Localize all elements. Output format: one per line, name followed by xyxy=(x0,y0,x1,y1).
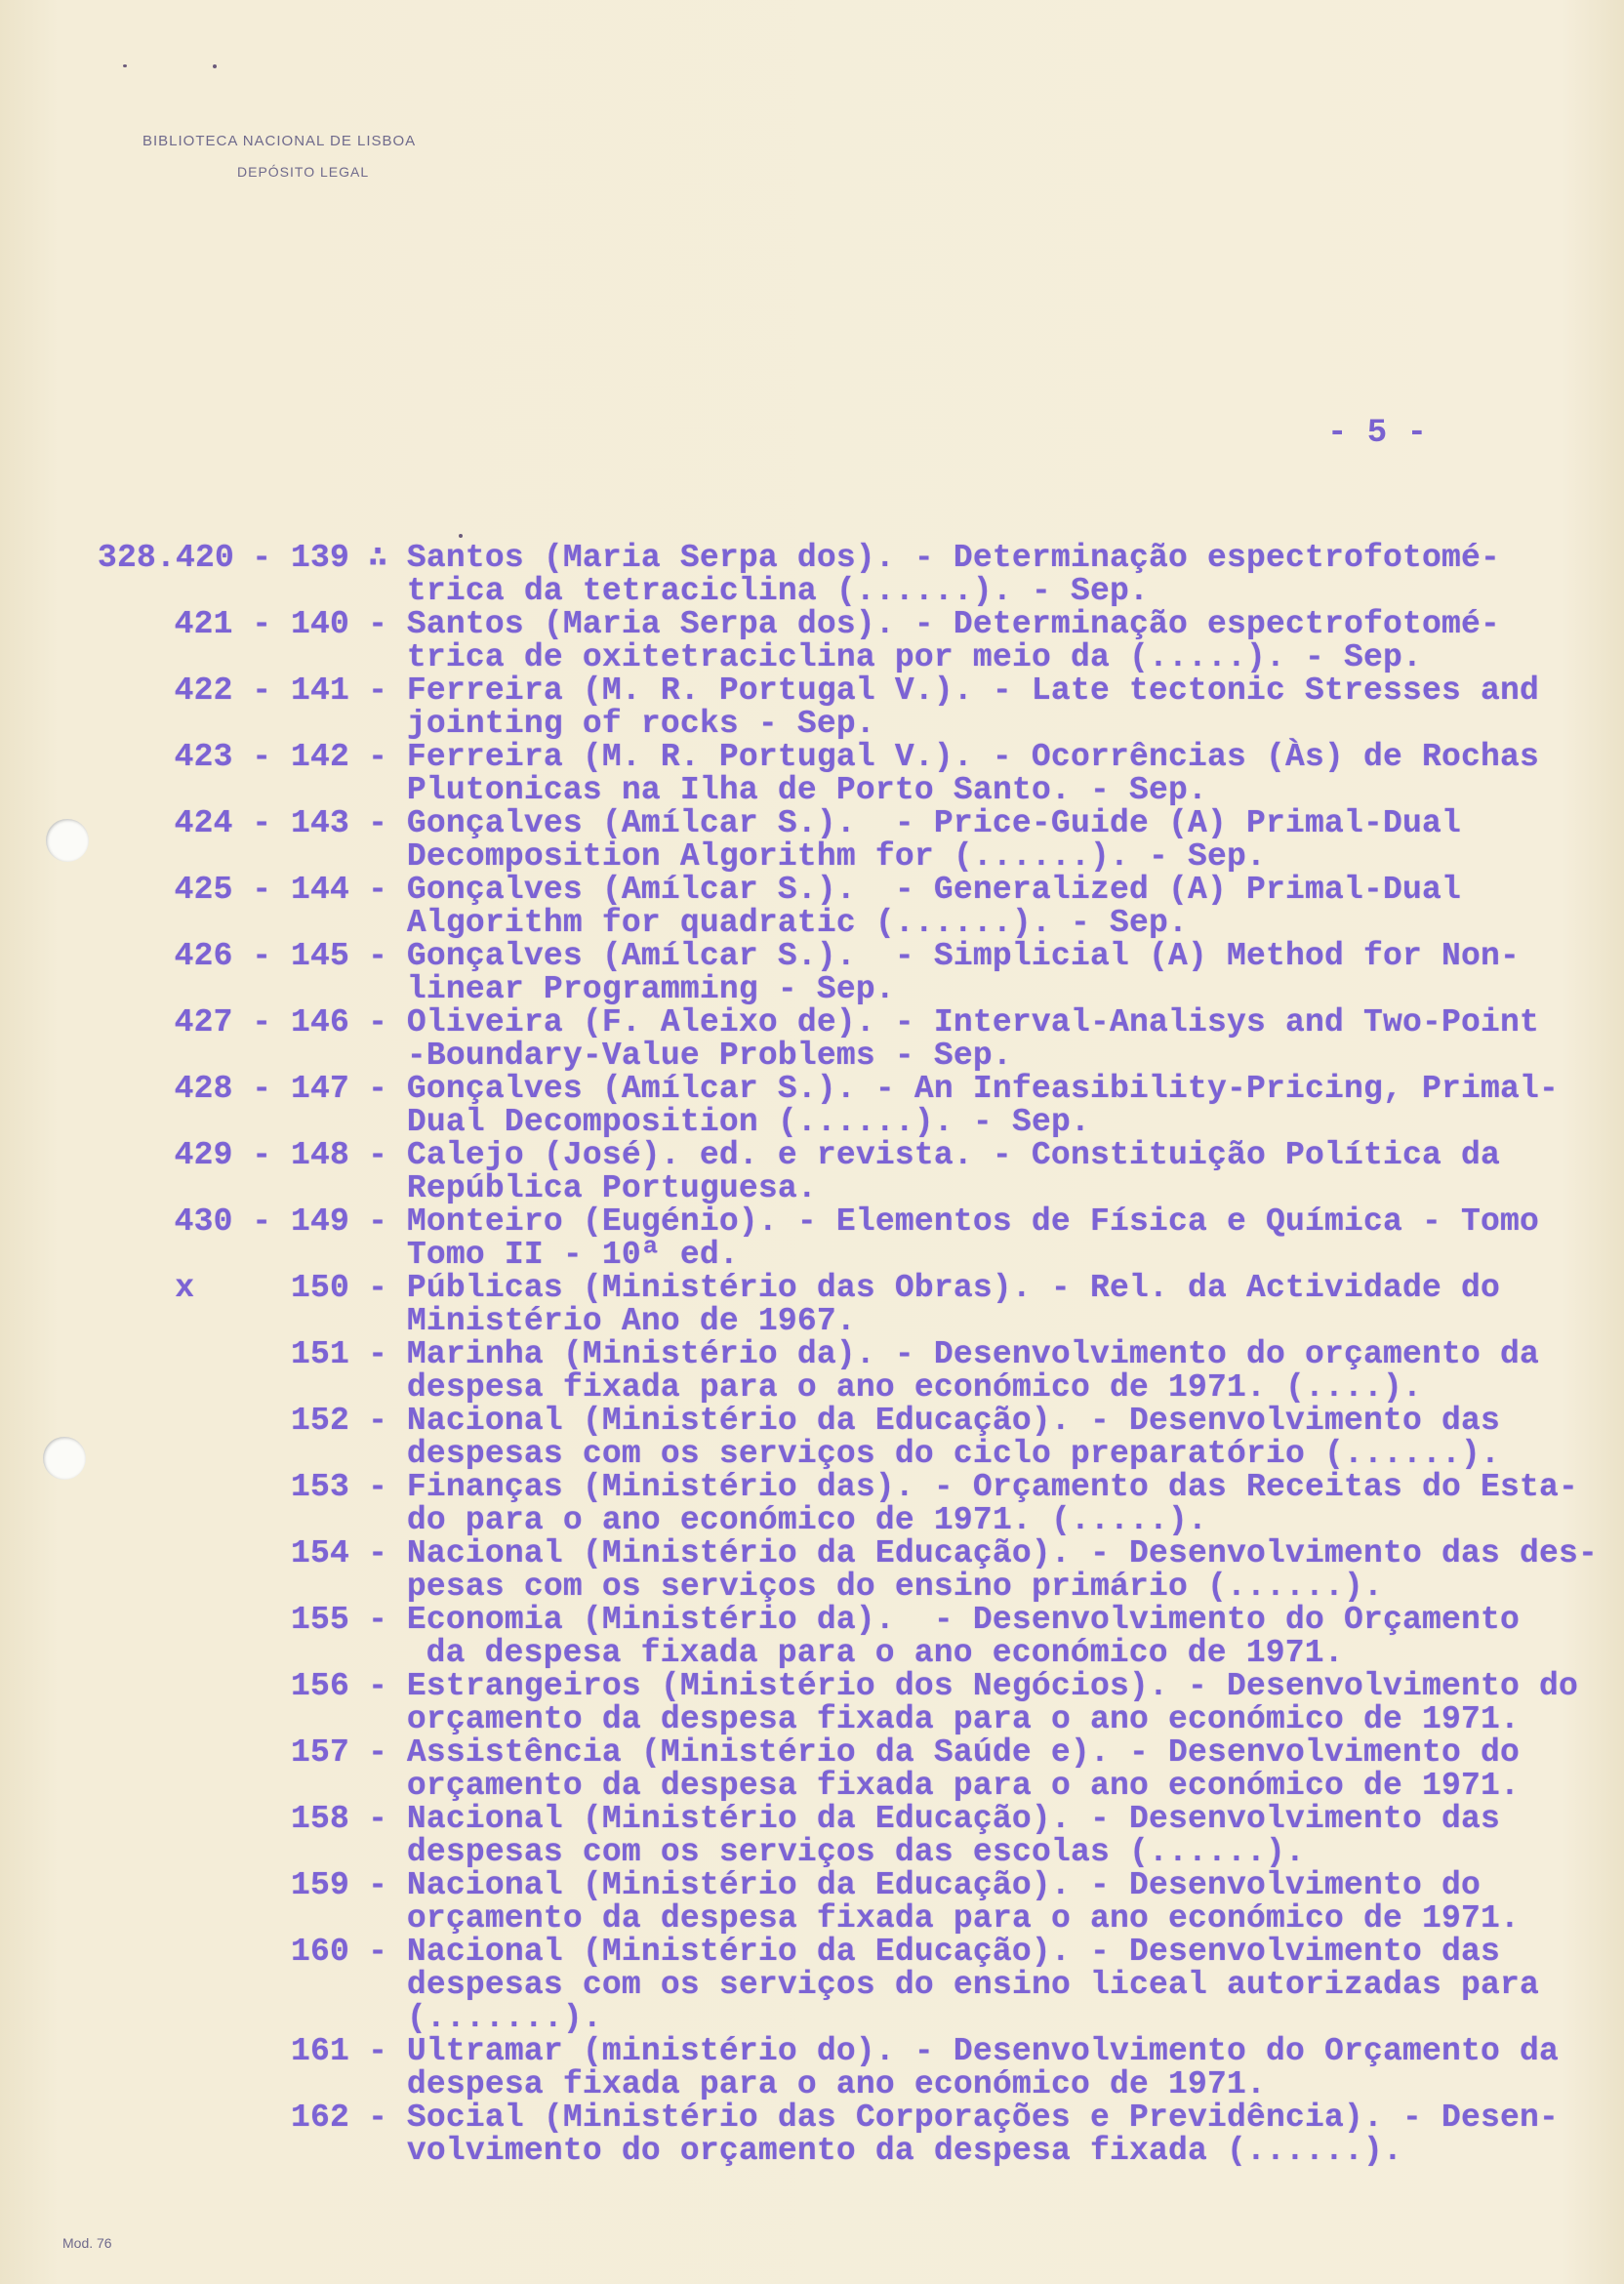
entry-first-line xyxy=(98,2035,1581,2068)
entry-continuation-line: orçamento da despesa fixada para o ano económico de 1971. xyxy=(406,1768,1521,1804)
list-entry xyxy=(98,1006,1581,1073)
list-entry xyxy=(98,1073,1581,1139)
separator: - xyxy=(368,1602,388,1638)
list-entry xyxy=(98,1604,1581,1670)
separator: - xyxy=(368,673,388,709)
list-entry xyxy=(98,1471,1581,1537)
separator: - xyxy=(252,673,272,709)
entry-continuation-line: despesa fixada para o ano económico de 1971. (....). xyxy=(406,1369,1423,1406)
separator: - xyxy=(252,938,272,974)
separator: - xyxy=(368,1734,388,1771)
call-number: 425 xyxy=(174,872,233,908)
list-entry xyxy=(98,1338,1581,1405)
entry-number: 152 xyxy=(291,1403,350,1439)
entry-text: Social (Ministério das Corporações e Previdência). - Desen- xyxy=(406,2100,1560,2136)
separator: - xyxy=(368,1071,388,1107)
separator: - xyxy=(252,739,272,775)
separator: - xyxy=(368,1934,388,1970)
entry-text: Finanças (Ministério das). - Orçamento das Receitas do Esta- xyxy=(406,1469,1579,1505)
call-number: 424 xyxy=(174,805,233,841)
separator: - xyxy=(368,1336,388,1372)
entry-number: 160 xyxy=(291,1934,350,1970)
separator: - xyxy=(368,1270,388,1306)
separator: - xyxy=(252,606,272,642)
separator: - xyxy=(368,805,388,841)
entry-continuation-line: trica de oxitetraciclina por meio da (.....). - Sep. xyxy=(406,639,1423,675)
separator: - xyxy=(368,1004,388,1040)
entry-continuation-line: despesas com os serviços do ensino liceal autorizadas para xyxy=(406,1967,1540,2003)
separator: - xyxy=(368,872,388,908)
entry-first-line xyxy=(98,1338,1581,1371)
list-entry xyxy=(98,1869,1581,1936)
entry-first-line xyxy=(98,542,1581,575)
entry-first-line xyxy=(98,940,1581,973)
entry-text: Calejo (José). ed. e revista. - Constituição Política da xyxy=(406,1137,1501,1173)
entry-continuation-line: Ministério Ano de 1967. xyxy=(406,1303,856,1339)
entry-text: Oliveira (F. Aleixo de). - Interval-Analisys and Two-Point xyxy=(406,1004,1540,1040)
entry-number: 143 xyxy=(291,805,350,841)
list-entry xyxy=(98,940,1581,1006)
entry-continuation-line: -Boundary-Value Problems - Sep. xyxy=(406,1038,1012,1074)
entry-number: 145 xyxy=(291,938,350,974)
separator: ∴ xyxy=(368,540,388,576)
entry-first-line xyxy=(98,1803,1581,1836)
entry-first-line xyxy=(98,807,1581,840)
list-entry xyxy=(98,542,1581,608)
call-number: 423 xyxy=(174,739,233,775)
entry-text: Gonçalves (Amílcar S.). - Simplicial (A) Method for Non- xyxy=(406,938,1521,974)
paper-speck xyxy=(459,534,463,538)
list-entry xyxy=(98,674,1581,741)
separator: - xyxy=(252,1203,272,1240)
list-entry xyxy=(98,608,1581,674)
entry-first-line xyxy=(98,1272,1581,1305)
entry-number: 141 xyxy=(291,673,350,709)
entry-text: Gonçalves (Amílcar S.). - An Infeasibility-Pricing, Primal- xyxy=(406,1071,1560,1107)
entry-first-line xyxy=(98,1869,1581,1902)
entry-text: Assistência (Ministério da Saúde e). - Desenvolvimento do xyxy=(406,1734,1521,1771)
separator: - xyxy=(252,1004,272,1040)
entry-first-line xyxy=(98,874,1581,907)
separator: - xyxy=(368,2100,388,2136)
list-entry xyxy=(98,741,1581,807)
entry-continuation-line: Tomo II - 10ª ed. xyxy=(406,1237,739,1273)
entry-first-line xyxy=(98,1006,1581,1040)
entry-first-line xyxy=(98,1405,1581,1438)
punch-hole xyxy=(46,819,89,862)
call-number: 422 xyxy=(174,673,233,709)
list-entry xyxy=(98,1670,1581,1736)
entry-number: 157 xyxy=(291,1734,350,1771)
entry-continuation-line: Dual Decomposition (......). - Sep. xyxy=(406,1104,1090,1140)
entry-continuation-line: República Portuguesa. xyxy=(406,1170,817,1206)
separator: - xyxy=(368,1801,388,1837)
list-entry xyxy=(98,1803,1581,1869)
entry-text: Santos (Maria Serpa dos). - Determinação espectrofotomé- xyxy=(406,540,1501,576)
entry-number: 162 xyxy=(291,2100,350,2136)
page-number: - 5 - xyxy=(1327,415,1428,452)
entry-continuation-line: Plutonicas na Ilha de Porto Santo. - Sep. xyxy=(406,772,1207,808)
entry-text: Nacional (Ministério da Educação). - Desenvolvimento das xyxy=(406,1403,1501,1439)
entry-first-line xyxy=(98,674,1581,708)
entry-continuation-line: linear Programming - Sep. xyxy=(406,971,895,1007)
list-entry xyxy=(98,1272,1581,1338)
separator: - xyxy=(252,540,272,576)
separator: - xyxy=(368,1203,388,1240)
separator: - xyxy=(368,739,388,775)
entry-number: 158 xyxy=(291,1801,350,1837)
entry-number: 155 xyxy=(291,1602,350,1638)
separator: - xyxy=(252,872,272,908)
entry-first-line xyxy=(98,1936,1581,1969)
entry-continuation-line: do para o ano económico de 1971. (.....). xyxy=(406,1502,1207,1538)
punch-hole xyxy=(43,1437,86,1480)
entry-text: Ultramar (ministério do). - Desenvolvimento do Orçamento da xyxy=(406,2033,1560,2069)
entry-text: Nacional (Ministério da Educação). - Desenvolvimento das des- xyxy=(406,1535,1599,1571)
entry-text: Marinha (Ministério da). - Desenvolvimento do orçamento da xyxy=(406,1336,1540,1372)
separator: - xyxy=(252,805,272,841)
entry-number: 149 xyxy=(291,1203,350,1240)
entry-continuation-line: despesa fixada para o ano económico de 1971. xyxy=(406,2066,1266,2102)
entry-first-line xyxy=(98,1139,1581,1172)
entry-first-line xyxy=(98,1471,1581,1504)
entry-continuation-line: jointing of rocks - Sep. xyxy=(406,706,875,742)
entry-continuation-line: orçamento da despesa fixada para o ano económico de 1971. xyxy=(406,1701,1521,1737)
call-number: 421 xyxy=(174,606,233,642)
call-number: 328.420 xyxy=(98,540,235,576)
entry-number: 140 xyxy=(291,606,350,642)
list-entry xyxy=(98,1535,1599,1605)
list-entry xyxy=(98,2101,1581,2168)
entry-continuation-line: Algorithm for quadratic (......). - Sep. xyxy=(406,905,1188,941)
list-entry xyxy=(98,807,1581,874)
separator: - xyxy=(368,2033,388,2069)
separator: - xyxy=(368,1469,388,1505)
list-entry xyxy=(98,1736,1581,1803)
entry-number: 148 xyxy=(291,1137,350,1173)
entry-text: Gonçalves (Amílcar S.). - Generalized (A) Primal-Dual xyxy=(406,872,1462,908)
entry-first-line xyxy=(98,741,1581,774)
entry-number: 159 xyxy=(291,1867,350,1903)
list-entry xyxy=(98,874,1581,940)
call-number: 428 xyxy=(174,1071,233,1107)
call-number: 429 xyxy=(174,1137,233,1173)
entry-continuation-line: pesas com os serviços do ensino primário (......). xyxy=(406,1569,1384,1605)
deposit-list xyxy=(98,540,1599,2169)
entry-text: Economia (Ministério da). - Desenvolvimento do Orçamento xyxy=(406,1602,1521,1638)
entry-continuation-line: Decomposition Algorithm for (......). - Sep. xyxy=(406,838,1266,875)
paper-speck xyxy=(123,64,127,67)
entry-number: 161 xyxy=(291,2033,350,2069)
entry-text: Estrangeiros (Ministério dos Negócios). - Desenvolvimento do xyxy=(406,1668,1579,1704)
entry-text: Santos (Maria Serpa dos). - Determinação espectrofotomé- xyxy=(406,606,1501,642)
list-entry xyxy=(98,1205,1581,1272)
form-number: Mod. 76 xyxy=(62,2235,112,2251)
separator: - xyxy=(368,1137,388,1173)
paper-speck xyxy=(213,64,217,68)
separator: - xyxy=(368,1668,388,1704)
entry-number: 150 xyxy=(291,1270,350,1306)
separator: - xyxy=(368,938,388,974)
entry-continuation-line: orçamento da despesa fixada para o ano económico de 1971. xyxy=(406,1900,1521,1937)
entry-number: 153 xyxy=(291,1469,350,1505)
entry-continuation-line: volvimento do orçamento da despesa fixada (......). xyxy=(406,2133,1403,2169)
entry-number: 146 xyxy=(291,1004,350,1040)
list-entry xyxy=(98,1139,1581,1205)
library-stamp-subtitle: DEPÓSITO LEGAL xyxy=(237,164,370,180)
entry-number: 139 xyxy=(291,540,350,576)
entry-first-line xyxy=(98,1535,1599,1571)
entry-first-line xyxy=(98,1073,1581,1106)
entry-continuation-line: (.......). xyxy=(406,2000,602,2036)
call-number: 430 xyxy=(174,1203,233,1240)
entry-text: Nacional (Ministério da Educação). - Desenvolvimento das xyxy=(406,1801,1501,1837)
entry-continuation-line: trica da tetraciclina (......). - Sep. xyxy=(406,573,1149,609)
entry-first-line xyxy=(98,2101,1581,2135)
entry-number: 154 xyxy=(291,1535,350,1571)
entry-first-line xyxy=(98,1736,1581,1770)
entry-number: 147 xyxy=(291,1071,350,1107)
call-number: 426 xyxy=(174,938,233,974)
entry-continuation-line: despesas com os serviços do ciclo preparatório (......). xyxy=(406,1436,1501,1472)
entry-text: Nacional (Ministério da Educação). - Desenvolvimento das xyxy=(406,1934,1501,1970)
separator: - xyxy=(368,1403,388,1439)
entry-text: Ferreira (M. R. Portugal V.). - Late tectonic Stresses and xyxy=(406,673,1540,709)
entry-first-line xyxy=(98,1205,1581,1239)
entry-text: Ferreira (M. R. Portugal V.). - Ocorrências (Às) de Rochas xyxy=(406,739,1540,775)
entry-text: Monteiro (Eugénio). - Elementos de Física e Química - Tomo xyxy=(406,1203,1540,1240)
library-stamp-title: BIBLIOTECA NACIONAL DE LISBOA xyxy=(142,133,417,149)
entry-text: Nacional (Ministério da Educação). - Desenvolvimento do xyxy=(406,1867,1482,1903)
separator: - xyxy=(252,1071,272,1107)
separator: - xyxy=(368,606,388,642)
separator: - xyxy=(252,1137,272,1173)
entry-number: 144 xyxy=(291,872,350,908)
entry-continuation-line: despesas com os serviços das escolas (......). xyxy=(406,1834,1305,1870)
entry-first-line xyxy=(98,1604,1581,1637)
entry-first-line xyxy=(98,608,1581,641)
list-entry xyxy=(98,1936,1581,2035)
separator: - xyxy=(368,1535,388,1571)
entry-text: Gonçalves (Amílcar S.). - Price-Guide (A) Primal-Dual xyxy=(406,805,1462,841)
call-number: 427 xyxy=(174,1004,233,1040)
separator: - xyxy=(368,1867,388,1903)
margin-mark: x xyxy=(175,1270,195,1306)
list-entry xyxy=(98,2035,1581,2101)
entry-number: 151 xyxy=(291,1336,350,1372)
entry-number: 142 xyxy=(291,739,350,775)
entry-number: 156 xyxy=(291,1668,350,1704)
entry-first-line xyxy=(98,1670,1581,1703)
entry-text: Públicas (Ministério das Obras). - Rel. da Actividade do xyxy=(406,1270,1501,1306)
entry-continuation-line: da despesa fixada para o ano económico de 1971. xyxy=(426,1635,1344,1671)
list-entry xyxy=(98,1405,1581,1471)
